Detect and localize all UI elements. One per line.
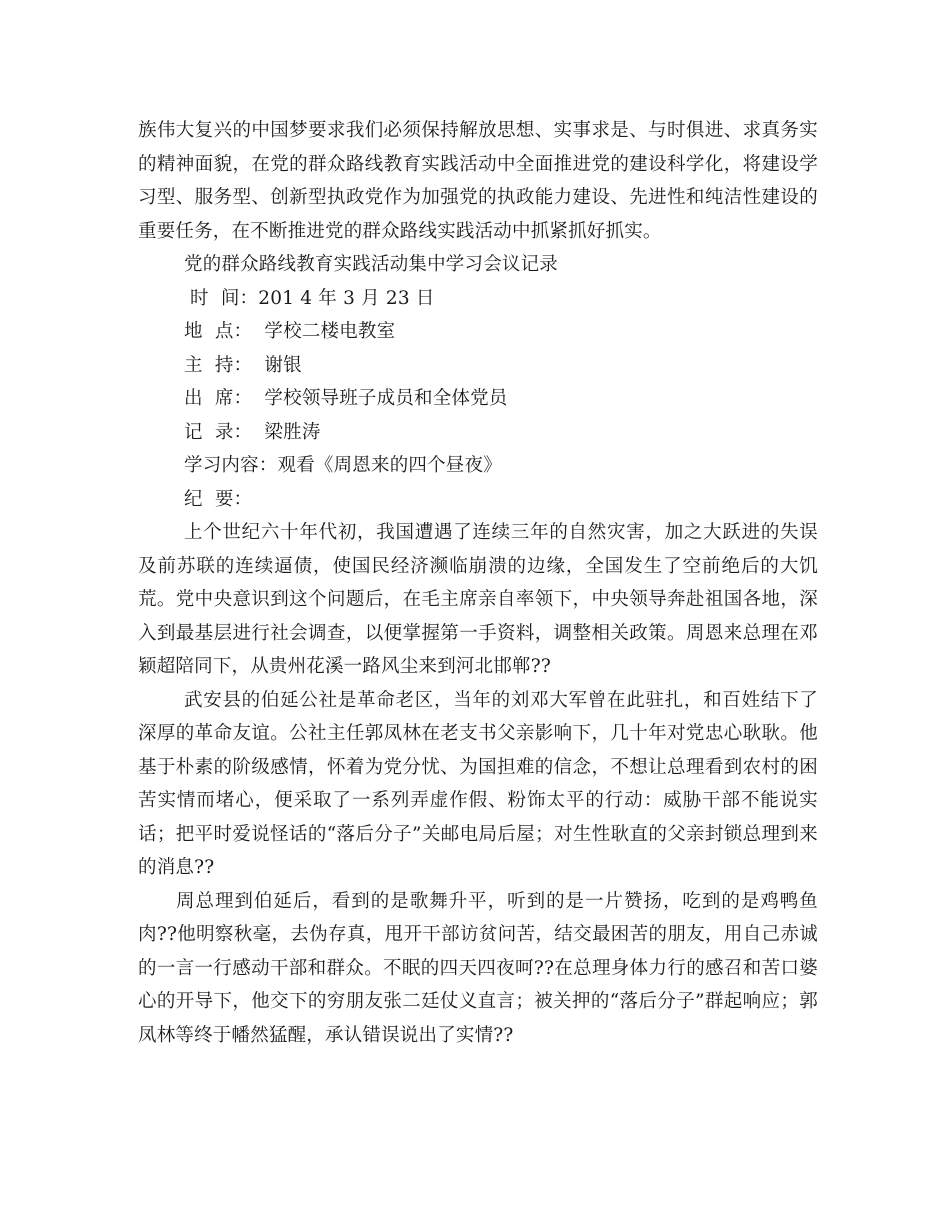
body-paragraph-3: 周总理到伯延后，看到的是歌舞升平，听到的是一片赞扬，吃到的是鸡鸭鱼肉??他明察秋毫，去伪存真，甩开干部访贫问苦，结交最困苦的朋友，用自己赤诚的一言一行感动干部和群众。不眠的四天四夜呵??在总理身体力行的感召和苦口婆心的开导下，他交下的穷朋友张二廷仗义直言；被关押的“落后分子”群起响应；郭凤林等终于幡然猛醒，承认错误说出了实情??	[138, 890, 818, 1046]
meta-attendees: 出 席： 学校领导班子成员和全体党员	[184, 388, 508, 409]
meta-host: 主 持： 谢银	[184, 354, 302, 376]
document-page	[138, 114, 818, 1052]
meta-place: 地 点： 学校二楼电教室	[184, 321, 396, 342]
meta-content: 学习内容：观看《周恩来的四个昼夜》	[184, 455, 502, 476]
body-paragraph-1: 上个世纪六十年代初，我国遭遇了连续三年的自然灾害，加之大跃进的失误及前苏联的连续逼债，使国民经济濒临崩溃的边缘，全国发生了空前绝后的大饥荒。党中央意识到这个问题后，在毛主席亲自率领下，中央领导奔赴祖国各地，深入到最基层进行社会调查，以便掌握第一手资料，调整相关政策。周恩来总理在邓颖超陪同下，从贵州花溪一路风尘来到河北邯郸??	[138, 522, 818, 677]
meta-summary-label: 纪 要：	[184, 488, 253, 510]
meta-recorder: 记 录： 梁胜涛	[184, 421, 321, 443]
intro-paragraph: 族伟大复兴的中国梦要求我们必须保持解放思想、实事求是、与时俱进、求真务实的精神面貌，在党的群众路线教育实践活动中全面推进党的建设科学化，将建设学习型、服务型、创新型执政党作为加强党的执政能力建设、先进性和纯洁性建设的重要任务，在不断推进党的群众路线实践活动中抓紧抓好抓实。	[138, 120, 818, 242]
record-title: 党的群众路线教育实践活动集中学习会议记录	[184, 254, 559, 275]
meta-time: 时 间：201 4 年 3 月 23 日	[190, 287, 435, 309]
body-paragraph-2: 武安县的伯延公社是革命老区，当年的刘邓大军曾在此驻扎，和百姓结下了深厚的革命友谊。公社主任郭凤林在老支书父亲影响下，几十年对党忠心耿耿。他基于朴素的阶级感情，怀着为党分忧、为国担难的信念，不想让总理看到农村的困苦实情而堵心，便采取了一系列弄虚作假、粉饰太平的行动：威胁干部不能说实话；把平时爱说怪话的“落后分子”关邮电局后屋；对生性耿直的父亲封锁总理到来的消息??	[138, 689, 818, 878]
